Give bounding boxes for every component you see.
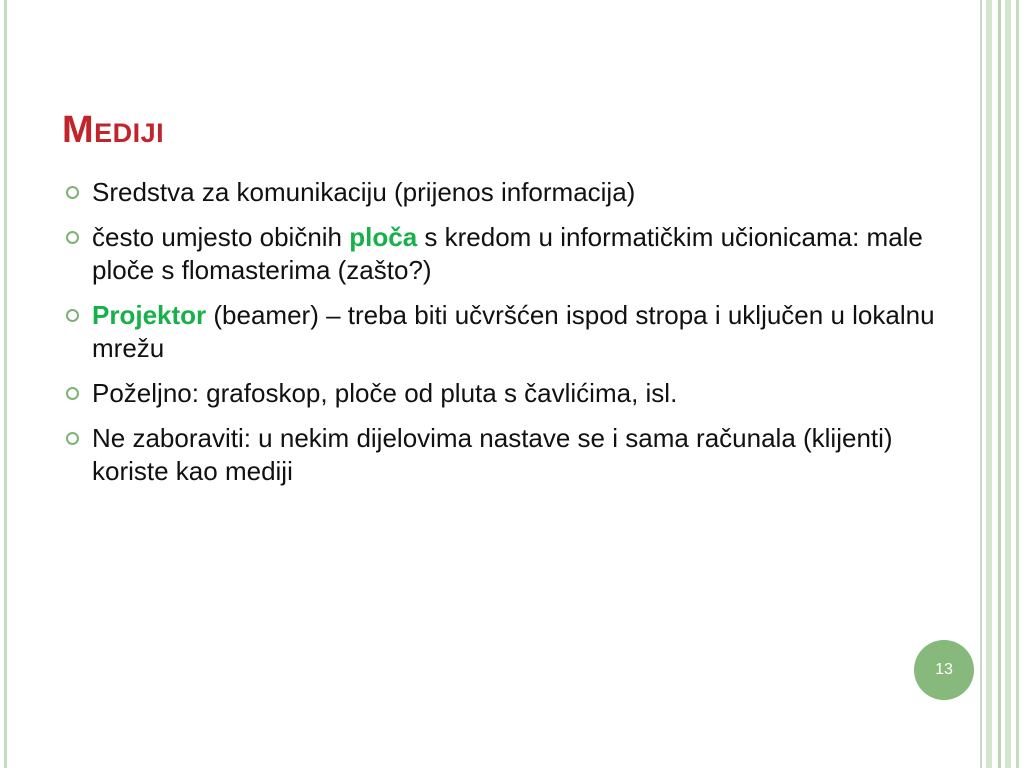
bullet-circle-icon — [66, 432, 79, 445]
bullet-circle-icon — [66, 231, 79, 244]
bullet-text — [92, 222, 923, 285]
bullet-text — [92, 423, 893, 486]
bullet-text — [92, 177, 635, 207]
bullet-item — [62, 377, 942, 410]
text-segment: s kredom u informatičkim učionicama: male ploče s flomasterima (zašto?) — [92, 222, 923, 285]
bullet-item — [62, 422, 942, 488]
bullet-item — [62, 221, 942, 287]
bullet-item — [62, 176, 942, 209]
text-segment: često umjesto običnih — [92, 222, 350, 252]
text-segment: Sredstva za komunikaciju (prijenos informacija) — [92, 177, 636, 207]
text-segment: Poželjno: grafoskop, ploče od pluta s čavlićima, isl. — [92, 378, 678, 408]
slide-title: Mediji — [62, 109, 165, 151]
bullet-text — [92, 378, 677, 408]
bullet-circle-icon — [66, 309, 79, 322]
bullet-list — [62, 176, 942, 500]
text-segment: Ne zaboraviti: u nekim dijelovima nastave se i sama računala (klijenti) koriste kao mediji — [92, 423, 893, 486]
page-number-badge: 13 — [914, 640, 974, 700]
bullet-text — [92, 300, 935, 363]
highlighted-term: Projektor — [92, 300, 207, 330]
highlighted-term: ploča — [349, 222, 418, 252]
bullet-circle-icon — [66, 186, 79, 199]
left-border-rule — [4, 0, 7, 768]
bullet-item — [62, 299, 942, 365]
right-border-decoration — [976, 0, 1024, 768]
text-segment: (beamer) – treba biti učvršćen ispod stropa i uključen u lokalnu mrežu — [92, 300, 935, 363]
bullet-circle-icon — [66, 387, 79, 400]
